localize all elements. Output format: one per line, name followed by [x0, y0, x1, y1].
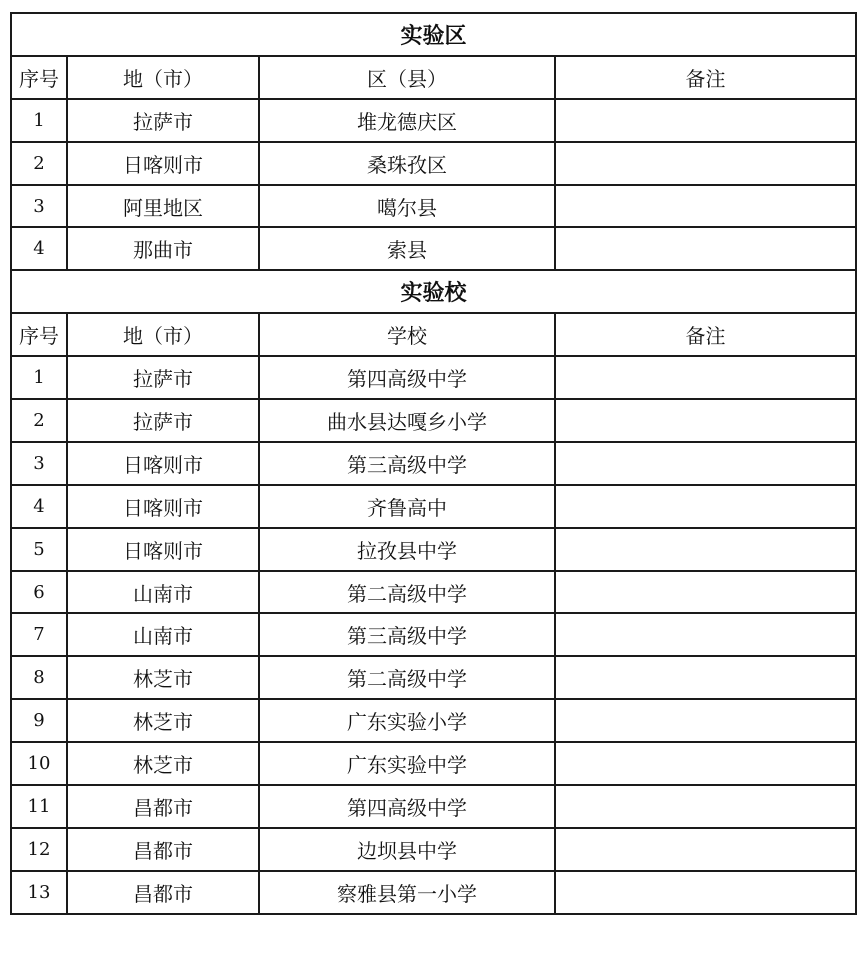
table-row — [11, 613, 856, 656]
header-cell-city: 地（市） — [67, 313, 259, 356]
cell-no: 4 — [11, 227, 67, 270]
cell-no: 13 — [11, 871, 67, 914]
cell-no: 1 — [11, 99, 67, 142]
table-row — [11, 485, 856, 528]
cell-no: 3 — [11, 442, 67, 485]
cell-district: 堆龙德庆区 — [259, 99, 555, 142]
cell-city: 那曲市 — [67, 227, 259, 270]
cell-note — [555, 699, 856, 742]
cell-district: 桑珠孜区 — [259, 142, 555, 185]
cell-note — [555, 656, 856, 699]
cell-city: 拉萨市 — [67, 399, 259, 442]
cell-note — [555, 142, 856, 185]
cell-note — [555, 571, 856, 614]
cell-note — [555, 485, 856, 528]
header-cell-note: 备注 — [555, 313, 856, 356]
cell-no: 8 — [11, 656, 67, 699]
cell-city: 山南市 — [67, 613, 259, 656]
cell-school: 曲水县达嘎乡小学 — [259, 399, 555, 442]
table-row — [11, 656, 856, 699]
cell-city: 拉萨市 — [67, 356, 259, 399]
cell-no: 5 — [11, 528, 67, 571]
header-cell-school: 学校 — [259, 313, 555, 356]
cell-no: 2 — [11, 142, 67, 185]
cell-no: 7 — [11, 613, 67, 656]
header-cell-note: 备注 — [555, 56, 856, 99]
cell-no: 3 — [11, 185, 67, 228]
cell-no: 4 — [11, 485, 67, 528]
cell-school: 第二高级中学 — [259, 571, 555, 614]
cell-city: 林芝市 — [67, 699, 259, 742]
header-cell-district: 区（县） — [259, 56, 555, 99]
header-cell-no: 序号 — [11, 313, 67, 356]
header-row — [11, 313, 856, 356]
cell-note — [555, 742, 856, 785]
zone-section-title: 实验区 — [11, 13, 856, 56]
cell-city: 林芝市 — [67, 656, 259, 699]
table-row — [11, 99, 856, 142]
cell-note — [555, 356, 856, 399]
cell-district: 索县 — [259, 227, 555, 270]
cell-note — [555, 871, 856, 914]
table-row — [11, 871, 856, 914]
cell-city: 拉萨市 — [67, 99, 259, 142]
pilot-table — [10, 12, 857, 915]
cell-no: 9 — [11, 699, 67, 742]
cell-school: 第三高级中学 — [259, 613, 555, 656]
cell-note — [555, 185, 856, 228]
cell-no: 1 — [11, 356, 67, 399]
cell-city: 阿里地区 — [67, 185, 259, 228]
cell-school: 察雅县第一小学 — [259, 871, 555, 914]
cell-school: 齐鲁高中 — [259, 485, 555, 528]
header-cell-no: 序号 — [11, 56, 67, 99]
table-row — [11, 699, 856, 742]
cell-no: 2 — [11, 399, 67, 442]
cell-note — [555, 613, 856, 656]
table-row — [11, 142, 856, 185]
cell-district: 噶尔县 — [259, 185, 555, 228]
table-row — [11, 399, 856, 442]
section-title-row — [11, 270, 856, 313]
cell-city: 昌都市 — [67, 785, 259, 828]
table-row — [11, 356, 856, 399]
cell-school: 广东实验小学 — [259, 699, 555, 742]
table-row — [11, 828, 856, 871]
cell-school: 第四高级中学 — [259, 785, 555, 828]
cell-note — [555, 528, 856, 571]
table-row — [11, 785, 856, 828]
table-row — [11, 742, 856, 785]
table-row — [11, 227, 856, 270]
cell-school: 第四高级中学 — [259, 356, 555, 399]
cell-school: 拉孜县中学 — [259, 528, 555, 571]
cell-city: 林芝市 — [67, 742, 259, 785]
cell-note — [555, 442, 856, 485]
cell-note — [555, 785, 856, 828]
cell-city: 昌都市 — [67, 828, 259, 871]
cell-city: 昌都市 — [67, 871, 259, 914]
cell-city: 日喀则市 — [67, 142, 259, 185]
cell-city: 日喀则市 — [67, 485, 259, 528]
cell-school: 边坝县中学 — [259, 828, 555, 871]
school-section-title: 实验校 — [11, 270, 856, 313]
cell-no: 12 — [11, 828, 67, 871]
header-cell-city: 地（市） — [67, 56, 259, 99]
cell-note — [555, 227, 856, 270]
cell-school: 广东实验中学 — [259, 742, 555, 785]
cell-no: 6 — [11, 571, 67, 614]
cell-note — [555, 99, 856, 142]
cell-city: 日喀则市 — [67, 442, 259, 485]
header-row — [11, 56, 856, 99]
cell-no: 11 — [11, 785, 67, 828]
cell-school: 第三高级中学 — [259, 442, 555, 485]
cell-no: 10 — [11, 742, 67, 785]
section-title-row — [11, 13, 856, 56]
cell-city: 日喀则市 — [67, 528, 259, 571]
table-row — [11, 528, 856, 571]
cell-note — [555, 399, 856, 442]
table-row — [11, 442, 856, 485]
table-row — [11, 185, 856, 228]
cell-school: 第二高级中学 — [259, 656, 555, 699]
cell-note — [555, 828, 856, 871]
table-row — [11, 571, 856, 614]
cell-city: 山南市 — [67, 571, 259, 614]
